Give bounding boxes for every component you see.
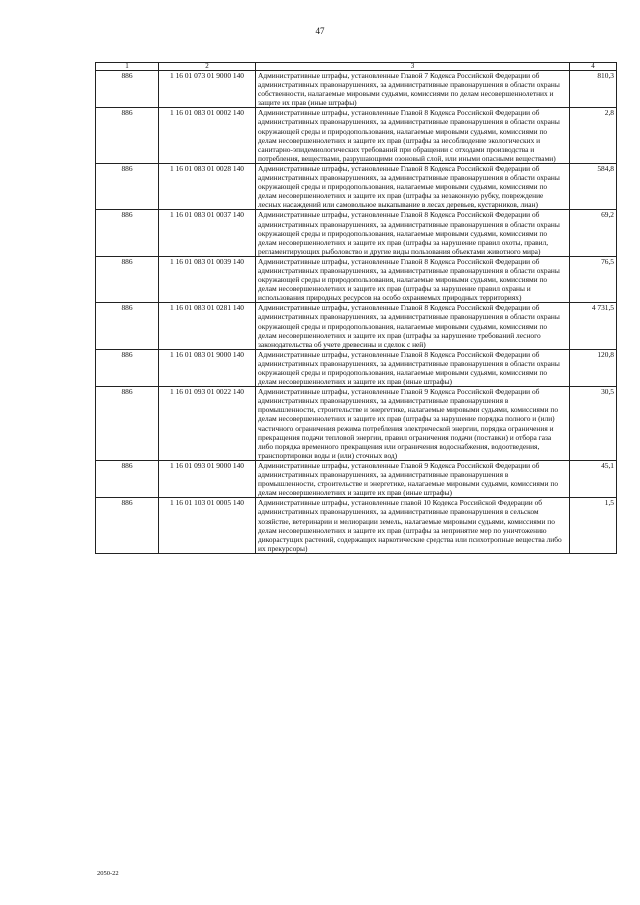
admin-code-cell: 886 — [96, 387, 159, 461]
budget-code-cell: 1 16 01 073 01 9000 140 — [159, 71, 256, 108]
amount-cell: 2,8 — [570, 108, 617, 164]
description-cell: Административные штрафы, установленные Главой 8 Кодекса Российской Федерации об административных правонарушениях, за административные правонарушения в области охраны окружающей среды и природопользования, налагаемые мировыми судьями, комиссиями по делам несовершеннолетних и защите их прав (штрафы за незаконную рубку, повреждение лесных насаждений или самовольное выкапывание в лесах деревьев, кустарников, лиан) — [256, 163, 570, 209]
amount-cell: 30,5 — [570, 387, 617, 461]
table-row — [96, 498, 617, 554]
admin-code-cell: 886 — [96, 256, 159, 302]
budget-code-cell: 1 16 01 083 01 0039 140 — [159, 256, 256, 302]
budget-code-cell: 1 16 01 083 01 9000 140 — [159, 349, 256, 386]
description-cell: Административные штрафы, установленные Главой 8 Кодекса Российской Федерации об административных правонарушениях, за административные правонарушения в области охраны окружающей среды и природопользования, налагаемые мировыми судьями, комиссиями по делам несовершеннолетних и защите их прав (штрафы за нарушение требований лесного законодательства об учете древесины и сделок с ней) — [256, 303, 570, 349]
page-number: 47 — [315, 26, 325, 36]
amount-cell: 69,2 — [570, 210, 617, 256]
amount-cell: 810,3 — [570, 71, 617, 108]
description-cell: Административные штрафы, установленные Главой 8 Кодекса Российской Федерации об административных правонарушениях, за административные правонарушения в области охраны окружающей среды и природопользования, налагаемые мировыми судьями, комиссиями по делам несовершеннолетних и защите их прав (штрафы за нарушение правил охраны и использования природных ресурсов на особо охраняемых природных территориях) — [256, 256, 570, 302]
description-cell: Административные штрафы, установленные Главой 9 Кодекса Российской Федерации об административных правонарушениях, за административные правонарушения в промышленности, строительстве и энергетике, налагаемые мировыми судьями, комиссиями по делам несовершеннолетних и защите их прав (штрафы за нарушение порядка полного и (или) частичного ограничения режима потребления электрической энергии, порядка ограничения и прекращения подачи тепловой энергии, правил ограничения подачи (поставки) и отбора газа либо порядка временного прекращения или ограничения водоснабжения, водоотведения, транспортировки воды и (или) сточных вод) — [256, 387, 570, 461]
admin-code-cell: 886 — [96, 108, 159, 164]
admin-code-cell: 886 — [96, 303, 159, 349]
description-cell: Административные штрафы, установленные Главой 8 Кодекса Российской Федерации об административных правонарушениях, за административные правонарушения в области охраны окружающей среды и природопользования, налагаемые мировыми судьями, комиссиями по делам несовершеннолетних и защите их прав (штрафы за несоблюдение экологических и санитарно-эпидемиологических требований при обращении с отходами производства и потребления, веществами, разрушающими озоновый слой, или иными опасными веществами) — [256, 108, 570, 164]
table-header-row — [96, 63, 617, 71]
table-row — [96, 108, 617, 164]
description-cell: Административные штрафы, установленные Главой 8 Кодекса Российской Федерации об административных правонарушениях, за административные правонарушения в области охраны окружающей среды и природопользования, налагаемые мировыми судьями, комиссиями по делам несовершеннолетних и защите их прав (иные штрафы) — [256, 349, 570, 386]
table-row — [96, 163, 617, 209]
table-row — [96, 387, 617, 461]
column-header: 1 — [96, 63, 159, 71]
budget-code-cell: 1 16 01 083 01 0281 140 — [159, 303, 256, 349]
budget-code-cell: 1 16 01 083 01 0028 140 — [159, 163, 256, 209]
description-cell: Административные штрафы, установленные Главой 9 Кодекса Российской Федерации об административных правонарушениях, за административные правонарушения в промышленности, строительстве и энергетике, налагаемые мировыми судьями, комиссиями по делам несовершеннолетних и защите их прав (иные штрафы) — [256, 460, 570, 497]
budget-code-cell: 1 16 01 103 01 0005 140 — [159, 498, 256, 554]
amount-cell: 76,5 — [570, 256, 617, 302]
table-row — [96, 349, 617, 386]
column-header: 4 — [570, 63, 617, 71]
budget-code-cell: 1 16 01 083 01 0002 140 — [159, 108, 256, 164]
description-cell: Административные штрафы, установленные Главой 7 Кодекса Российской Федерации об административных правонарушениях, за административные правонарушения в области охраны собственности, налагаемые мировыми судьями, комиссиями по делам несовершеннолетних и защите их прав (иные штрафы) — [256, 71, 570, 108]
amount-cell: 584,8 — [570, 163, 617, 209]
budget-code-cell: 1 16 01 093 01 0022 140 — [159, 387, 256, 461]
amount-cell: 4 731,5 — [570, 303, 617, 349]
admin-code-cell: 886 — [96, 210, 159, 256]
admin-code-cell: 886 — [96, 71, 159, 108]
table-row — [96, 460, 617, 497]
table-row — [96, 71, 617, 108]
amount-cell: 45,1 — [570, 460, 617, 497]
description-cell: Административные штрафы, установленные главой 10 Кодекса Российской Федерации об административных правонарушениях, за административные правонарушения в сельском хозяйстве, ветеринарии и мелиорации земель, налагаемые мировыми судьями, комиссиями по делам несовершеннолетних и защите их прав (штрафы за непринятие мер по уничтожению дикорастущих растений, содержащих наркотические средства или психотропные вещества либо их прекурсоры) — [256, 498, 570, 554]
description-cell: Административные штрафы, установленные Главой 8 Кодекса Российской Федерации об административных правонарушениях, за административные правонарушения в области охраны окружающей среды и природопользования, налагаемые мировыми судьями, комиссиями по делам несовершеннолетних и защите их прав (штрафы за нарушение правил охоты, правил, регламентирующих рыболовство и другие виды пользования объектами животного мира) — [256, 210, 570, 256]
table-row — [96, 256, 617, 302]
budget-code-cell: 1 16 01 093 01 9000 140 — [159, 460, 256, 497]
table-row — [96, 303, 617, 349]
column-header: 3 — [256, 63, 570, 71]
column-header: 2 — [159, 63, 256, 71]
amount-cell: 120,8 — [570, 349, 617, 386]
budget-code-cell: 1 16 01 083 01 0037 140 — [159, 210, 256, 256]
amount-cell: 1,5 — [570, 498, 617, 554]
admin-code-cell: 886 — [96, 460, 159, 497]
admin-code-cell: 886 — [96, 163, 159, 209]
admin-code-cell: 886 — [96, 498, 159, 554]
revenue-table — [95, 62, 617, 554]
table-row — [96, 210, 617, 256]
admin-code-cell: 886 — [96, 349, 159, 386]
footer-code: 2050-22 — [97, 870, 119, 877]
